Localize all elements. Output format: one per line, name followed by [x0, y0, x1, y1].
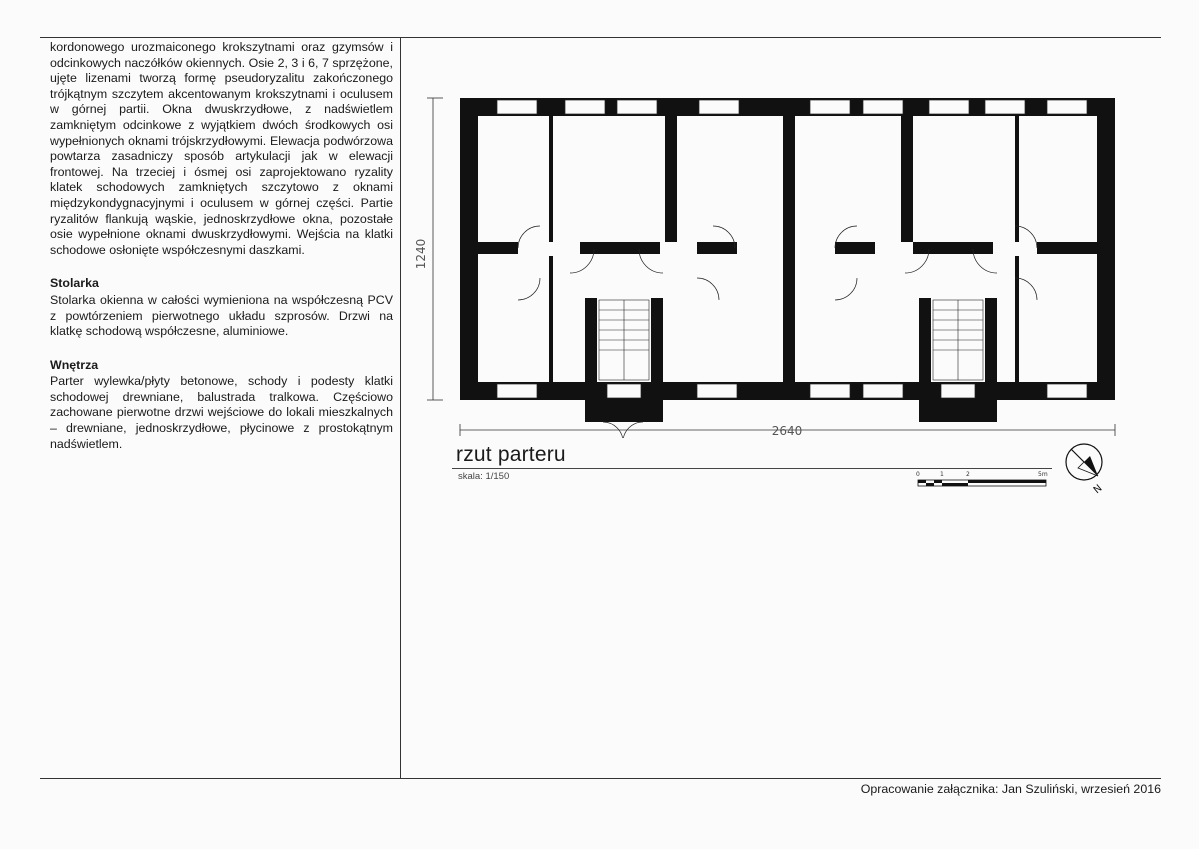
- scale-bar-label-2: 2: [966, 471, 970, 478]
- plan-title: rzut parteru: [456, 443, 566, 466]
- plan-scale-text: skala: 1/150: [458, 471, 510, 482]
- footer-credit: Opracowanie załącznika: Jan Szuliński, wrzesień 2016: [860, 782, 1161, 796]
- section-heading-wnetrza: Wnętrza: [50, 357, 99, 372]
- column-divider: [400, 37, 401, 778]
- dimension-width-label: 2640: [771, 424, 803, 438]
- description-column: [50, 40, 393, 452]
- top-border-line: [40, 37, 1161, 38]
- description-intro: kordonowego urozmaiconego krokszytnami oraz gzymsów i odcinkowych naczółków okiennych. Osie 2, 3 i 6, 7 sprzężone, ujęte lizenami tworzą formę pseudoryzalitu zakończonego trójkątnym szczytem akcentowanym krokszytnami i oculusem w górnej partii. Okna dwuskrzydłowe, z nadświetlem zamkniętym odcinkowe z wyjątkiem dwóch środkowych osi wypełnionych oknami trójskrzydłowymi. Elewacja podwórzowa powtarza zasadniczy sposób artykulacji jak w elewacji frontowej. Na trzeciej i ósmej osi zaprojektowano ryzality klatek schodowych zamkniętych szczytowo z oknami międzykondygnacyjnymi i oculusem w górnej części. Partie ryzalitów flankują wąskie, jednoskrzydłowe okna, pozostałe osie wypełnione oknami dwuskrzydłowymi. Wejścia na klatki schodowe osłonięte współczesnymi daszkami.: [50, 40, 393, 257]
- dimension-height-label: 1240: [414, 238, 428, 270]
- section-body-stolarka: Stolarka okienna w całości wymieniona na współczesną PCV z powtórzeniem pierwotnego układu szprosów. Drzwi na klatkę schodową współczesne, aluminiowe.: [50, 292, 393, 339]
- north-arrow-icon: [1060, 440, 1110, 498]
- scale-bar-label-1: 1: [940, 471, 944, 478]
- scale-bar-label-5m: 5m: [1038, 471, 1048, 478]
- bottom-border-line: [40, 778, 1161, 779]
- scale-bar-label-0: 0: [916, 471, 920, 478]
- floor-plan-drawing: [405, 88, 1135, 438]
- section-heading-stolarka: Stolarka: [50, 276, 99, 291]
- scale-bar: [914, 468, 1054, 492]
- north-label: N: [1091, 482, 1105, 497]
- section-body-wnetrza: Parter wylewka/płyty betonowe, schody i podesty klatki schodowej drewniane, balustrada tralkowa. Częściowo zachowane pierwotne drzwi wejściowe do lokali mieszkalnych – drewniane, jednoskrzydłowe, płycinowe z prostokątnym nadświetlem.: [50, 374, 393, 451]
